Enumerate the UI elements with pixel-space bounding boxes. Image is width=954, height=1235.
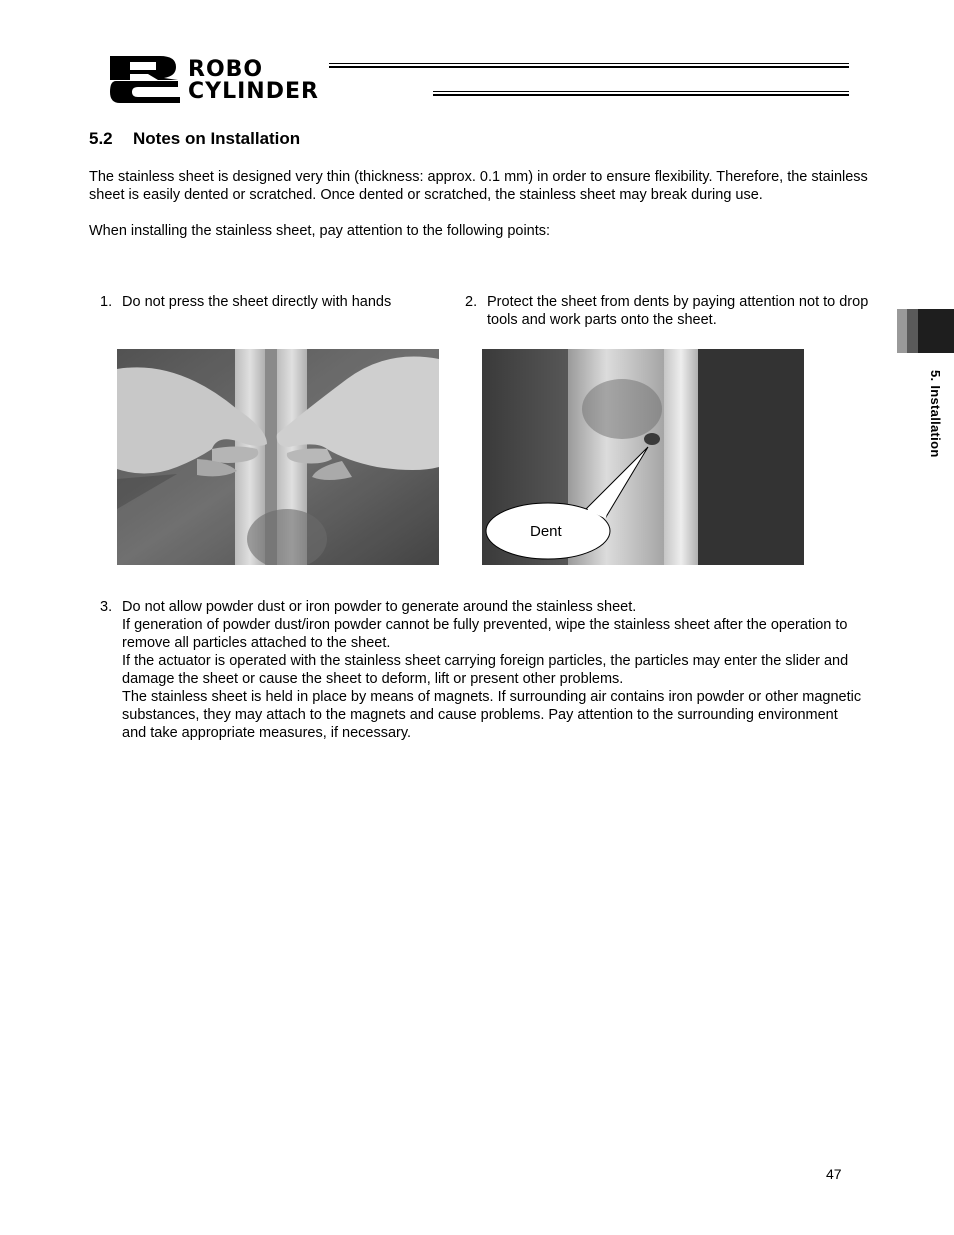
robo-cylinder-logo: [108, 54, 428, 106]
photo-hands-pressing-sheet: [117, 349, 439, 565]
list-item-line: If generation of powder dust/iron powder cannot be fully prevented, wipe the stainless sheet after the operation to remove all particles attached to the sheet.: [122, 617, 848, 651]
intro-paragraph-2: When installing the stainless sheet, pay attention to the following points:: [89, 223, 551, 239]
header-rule-top-thick: [329, 66, 849, 68]
section-heading: [89, 129, 300, 149]
sidetab-block-light: [897, 309, 907, 353]
logo-word-cylinder: CYLINDER: [188, 79, 319, 104]
header-rule-top-thin: [329, 63, 849, 64]
page-number: 47: [826, 1166, 842, 1182]
list-item-number: 1.: [100, 294, 113, 310]
list-item-line: The stainless sheet is held in place by means of magnets. If surrounding air contains iron powder or other magnetic substances, they may attach to the magnets and cause problems. Pay attention to the surrounding environment and take appropriate measures, if necessary.: [122, 689, 862, 741]
rc-logo-icon: [108, 54, 184, 104]
list-item-text: [122, 598, 862, 742]
list-item-line: If the actuator is operated with the stainless sheet carrying foreign particles, the particles may enter the slider and damage the sheet or cause the sheet to deform, lift or present other problems.: [122, 653, 849, 687]
sidetab-chapter-label: 5. Installation: [928, 370, 943, 458]
section-title: Notes on Installation: [133, 129, 301, 148]
intro-paragraph-1: The stainless sheet is designed very thin (thickness: approx. 0.1 mm) in order to ensure flexibility. Therefore, the stainless sheet is easily dented or scratched. Once dented or scratched, the stainless sheet may break during use.: [89, 169, 868, 203]
list-item-number: 3.: [100, 599, 113, 615]
logo-word-robo: ROBO: [188, 57, 264, 82]
header-rule-bottom-thick: [433, 94, 849, 96]
sidetab-block-mid: [907, 309, 918, 353]
list-item-text: Protect the sheet from dents by paying attention not to drop tools and work parts onto the sheet.: [487, 294, 869, 328]
header-rule-bottom-thin: [433, 91, 849, 92]
sidetab-block-dark: [918, 309, 954, 353]
dent-callout-label: Dent: [530, 523, 562, 540]
list-item-number: 2.: [465, 294, 478, 310]
list-item-text: Do not press the sheet directly with hands: [122, 294, 392, 310]
hands-photo-illustration: [117, 349, 439, 565]
section-number: 5.2: [89, 129, 113, 148]
list-item-line: Do not allow powder dust or iron powder to generate around the stainless sheet.: [122, 599, 637, 615]
